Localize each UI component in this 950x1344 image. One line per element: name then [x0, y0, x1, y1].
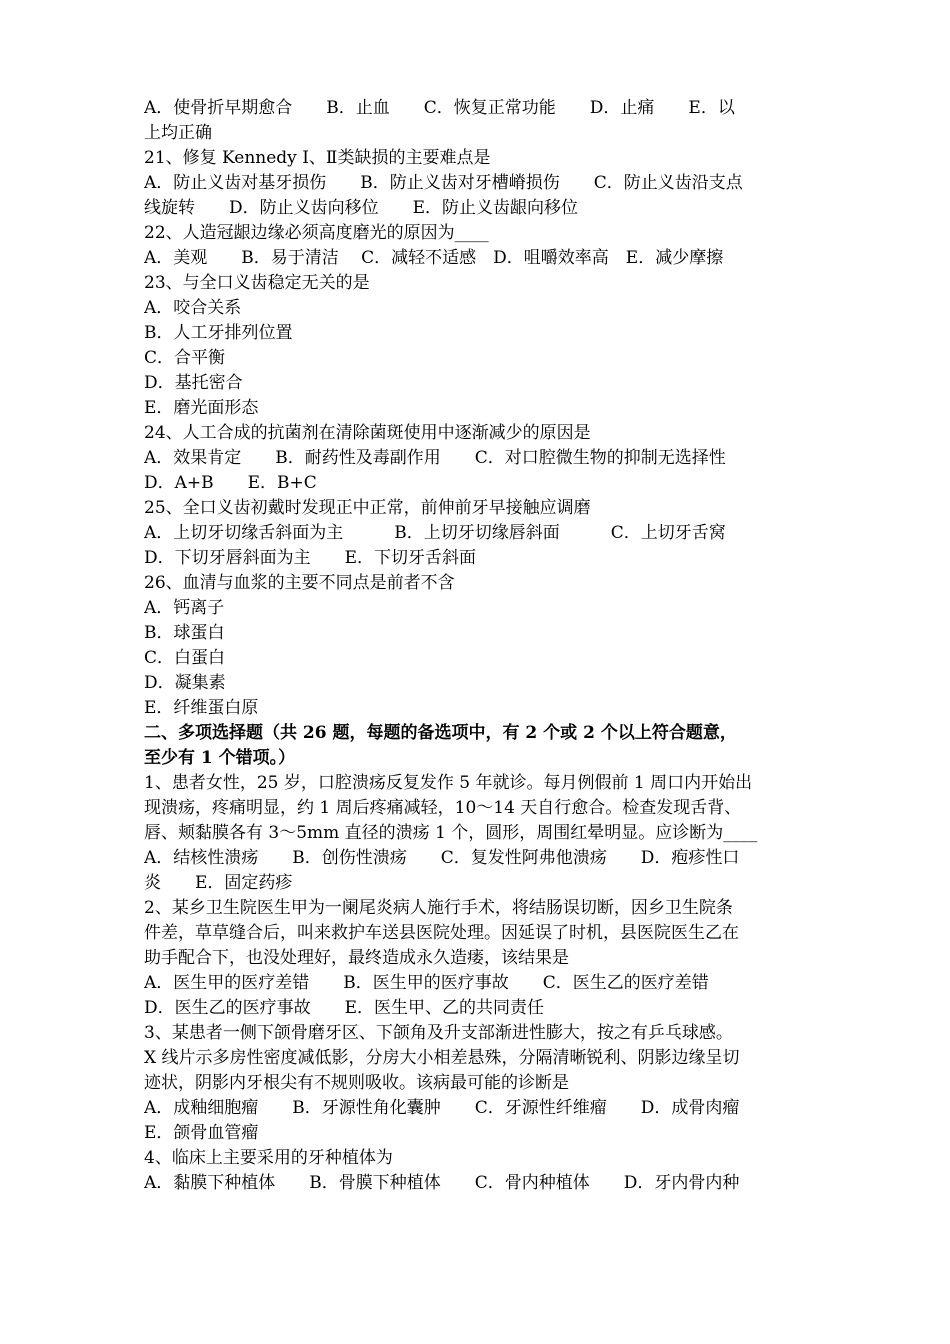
- option-c: C．合平衡: [144, 348, 226, 368]
- section-heading: 至少有 1 个错项。）: [144, 748, 296, 768]
- question-3: 3、某患者一侧下颌骨磨牙区、下颌角及升支部渐进性膨大，按之有乒乓球感。: [144, 1023, 733, 1043]
- text-line: 上均正确: [144, 123, 212, 143]
- text-line: 唇、颊黏膜各有 3～5mm 直径的溃疡 1 个，圆形，周围红晕明显。应诊断为____: [144, 823, 758, 843]
- text-line: A．上切牙切缘舌斜面为主 B．上切牙切缘唇斜面 C．上切牙舌窝: [144, 523, 726, 543]
- question-21: 21、修复 Kennedy Ⅰ、Ⅱ类缺损的主要难点是: [144, 148, 491, 168]
- text-line: A．效果肯定 B．耐药性及毒副作用 C．对口腔微生物的抑制无选择性: [144, 448, 726, 468]
- option-d: D．凝集素: [144, 673, 226, 693]
- question-25: 25、全口义齿初戴时发现正中正常，前伸前牙早接触应调磨: [144, 498, 591, 518]
- text-line: 现溃疡，疼痛明显，约 1 周后疼痛减轻，10～14 天自行愈合。检查发现舌背、: [144, 798, 742, 818]
- text-line: 迹状，阴影内牙根尖有不规则吸收。该病最可能的诊断是: [144, 1073, 569, 1093]
- section-heading: 二、多项选择题（共 26 题，每题的备选项中，有 2 个或 2 个以上符合题意，: [144, 723, 737, 743]
- option-d: D．基托密合: [144, 373, 243, 393]
- text-line: 助手配合下，也没处理好，最终造成永久造瘘，该结果是: [144, 948, 569, 968]
- text-line: A．美观 B．易于清洁 C．减轻不适感 D．咀嚼效率高 E．减少摩擦: [144, 248, 724, 268]
- document-page: [144, 96, 814, 1196]
- text-line: 件差，草草缝合后，叫来救护车送县医院处理。因延误了时机，县医院医生乙在: [144, 923, 739, 943]
- option-e: E．纤维蛋白原: [144, 698, 259, 718]
- text-line: D．A+B E．B+C: [144, 473, 317, 493]
- option-b: B．人工牙排列位置: [144, 323, 293, 343]
- question-26: 26、血清与血浆的主要不同点是前者不含: [144, 573, 455, 593]
- question-24: 24、人工合成的抗菌剂在清除菌斑使用中逐渐减少的原因是: [144, 423, 591, 443]
- option-a: A．钙离子: [144, 598, 225, 618]
- text-line: E．颌骨血管瘤: [144, 1123, 259, 1143]
- text-line: D．下切牙唇斜面为主 E．下切牙舌斜面: [144, 548, 477, 568]
- option-c: C．白蛋白: [144, 648, 226, 668]
- option-a: A．咬合关系: [144, 298, 242, 318]
- text-line: A．医生甲的医疗差错 B．医生甲的医疗事故 C．医生乙的医疗差错: [144, 973, 709, 993]
- question-22: 22、人造冠龈边缘必须高度磨光的原因为____: [144, 223, 489, 243]
- text-line: D．医生乙的医疗事故 E．医生甲、乙的共同责任: [144, 998, 545, 1018]
- question-2: 2、某乡卫生院医生甲为一阑尾炎病人施行手术，将结肠误切断，因乡卫生院条: [144, 898, 733, 918]
- option-e: E．磨光面形态: [144, 398, 259, 418]
- question-1: 1、患者女性，25 岁，口腔溃疡反复发作 5 年就诊。每月例假前 1 周口内开始出: [144, 773, 753, 793]
- text-line: A．成釉细胞瘤 B．牙源性角化囊肿 C．牙源性纤维瘤 D．成骨肉瘤: [144, 1098, 740, 1118]
- text-line: 线旋转 D．防止义齿向移位 E．防止义齿龈向移位: [144, 198, 579, 218]
- option-b: B．球蛋白: [144, 623, 225, 643]
- text-line: A．防止义齿对基牙损伤 B．防止义齿对牙槽嵴损伤 C．防止义齿沿支点: [144, 173, 743, 193]
- text-line: A．使骨折早期愈合 B．止血 C．恢复正常功能 D．止痛 E．以: [144, 98, 735, 118]
- text-line: X 线片示多房性密度减低影，分房大小相差悬殊，分隔清晰锐利、阴影边缘呈切: [144, 1048, 740, 1068]
- text-line: A．黏膜下种植体 B．骨膜下种植体 C．骨内种植体 D．牙内骨内种: [144, 1173, 740, 1193]
- question-4: 4、临床上主要采用的牙种植体为: [144, 1148, 393, 1168]
- text-line: 炎 E．固定药疹: [144, 873, 293, 893]
- text-line: A．结核性溃疡 B．创伤性溃疡 C．复发性阿弗他溃疡 D．疱疹性口: [144, 848, 740, 868]
- question-23: 23、与全口义齿稳定无关的是: [144, 273, 370, 293]
